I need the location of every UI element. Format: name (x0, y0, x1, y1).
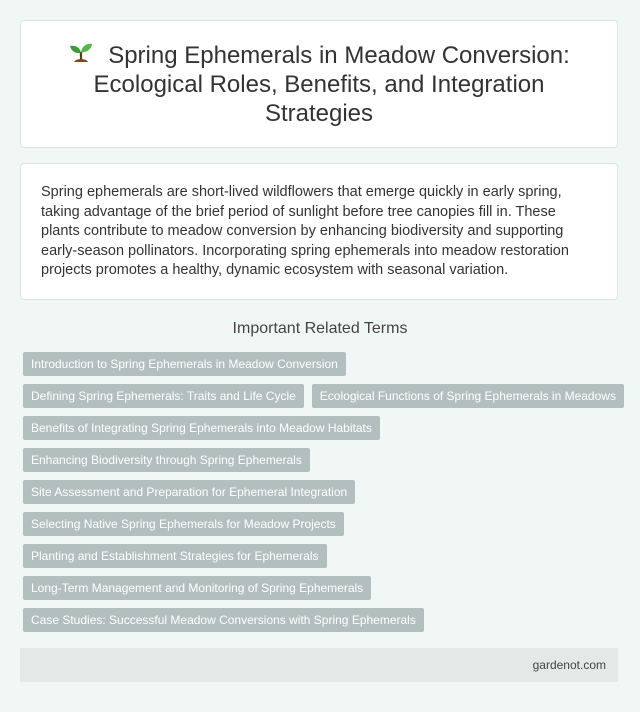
term-tag[interactable]: Selecting Native Spring Ephemerals for Meadow Projects (23, 512, 344, 536)
seedling-icon (68, 40, 94, 66)
term-tag[interactable]: Ecological Functions of Spring Ephemerals in Meadows (312, 384, 624, 408)
term-tag[interactable]: Site Assessment and Preparation for Ephemeral Integration (23, 480, 355, 504)
title-card (20, 20, 618, 148)
footer (20, 648, 618, 682)
related-terms-heading: Important Related Terms (232, 320, 408, 337)
term-row (23, 544, 623, 568)
term-row (23, 448, 623, 472)
term-row (23, 576, 623, 600)
term-tag[interactable]: Long-Term Management and Monitoring of Spring Ephemerals (23, 576, 371, 600)
footer-site-link[interactable]: gardenot.com (532, 658, 606, 672)
term-tag[interactable]: Defining Spring Ephemerals: Traits and Life Cycle (23, 384, 304, 408)
page-title-text: Spring Ephemerals in Meadow Conversion: Ecological Roles, Benefits, and Integration Strategies (93, 42, 570, 127)
term-row (23, 352, 623, 376)
term-row (23, 512, 623, 536)
intro-card (20, 163, 618, 300)
term-tag[interactable]: Benefits of Integrating Spring Ephemerals into Meadow Habitats (23, 416, 380, 440)
term-tag[interactable]: Enhancing Biodiversity through Spring Ephemerals (23, 448, 310, 472)
term-tag[interactable]: Planting and Establishment Strategies for Ephemerals (23, 544, 327, 568)
term-row (23, 608, 623, 632)
term-row (23, 384, 623, 408)
page-title (21, 40, 617, 128)
term-row (23, 416, 623, 440)
intro-paragraph: Spring ephemerals are short-lived wildflowers that emerge quickly in early spring, taking advantage of the brief period of sunlight before tree canopies fill in. These plants contribute to meadow conversion by enhancing biodiversity and supporting early-season pollinators. Incorporating spring ephemerals into meadow restoration projects promotes a healthy, dynamic ecosystem with seasonal variation. (41, 184, 569, 278)
term-row (23, 480, 623, 504)
term-tag[interactable]: Case Studies: Successful Meadow Conversions with Spring Ephemerals (23, 608, 424, 632)
term-tag[interactable]: Introduction to Spring Ephemerals in Meadow Conversion (23, 352, 346, 376)
related-terms-list (23, 352, 623, 640)
